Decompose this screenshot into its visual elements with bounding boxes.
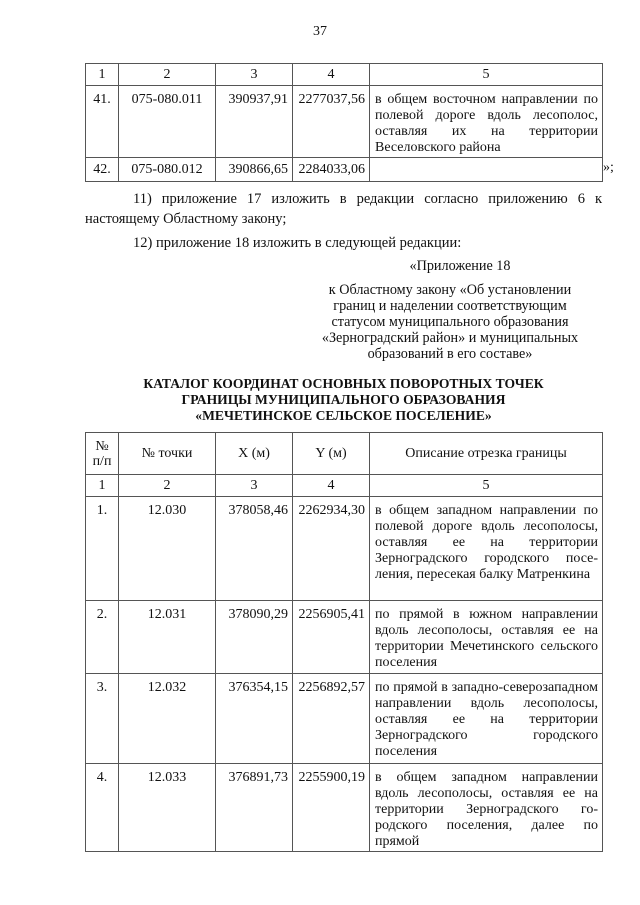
row-index: 3. <box>86 674 119 764</box>
segment-description: в общем западном направлении по полевой дороге вдоль лесополосы, оставляя ее на территории Зерноградского городского поселения, пересекая балку Матренкина <box>370 497 603 601</box>
y-coordinate: 2277037,56 <box>293 86 370 158</box>
row-index: 1. <box>86 497 119 601</box>
point-number: 075-080.011 <box>119 86 216 158</box>
y-coordinate: 2262934,30 <box>293 497 370 601</box>
y-coordinate: 2284033,06 <box>293 158 370 182</box>
y-coordinate: 2255900,19 <box>293 764 370 852</box>
row-index: 2. <box>86 601 119 674</box>
x-coordinate: 390937,91 <box>216 86 293 158</box>
coordinates-table <box>85 432 603 852</box>
table-row <box>86 497 603 601</box>
row-index: 42. <box>86 158 119 182</box>
col-number: 3 <box>216 475 293 497</box>
x-coordinate: 378090,29 <box>216 601 293 674</box>
header-point: № точки <box>119 433 216 475</box>
table-number-row <box>86 64 603 86</box>
closing-quote: »; <box>603 160 614 175</box>
paragraph-11: 11) приложение 17 изложить в редакции согласно приложению 6 к настоящему Областному закону; <box>85 191 602 227</box>
header-description: Описание отрезка границы <box>370 433 603 475</box>
point-number: 12.033 <box>119 764 216 852</box>
catalog-title <box>85 376 602 424</box>
col-number: 5 <box>370 475 603 497</box>
appendix-line: образований в его составе» <box>367 346 533 362</box>
point-number: 12.032 <box>119 674 216 764</box>
table-number-row <box>86 475 603 497</box>
paragraph-12: 12) приложение 18 изложить в следующей редакции: <box>133 235 462 251</box>
row-index: 41. <box>86 86 119 158</box>
segment-description: по прямой в западно-северозападном направлении вдоль лесополосы, оставляя ее на территории Зерноградского городского поселения <box>370 674 603 764</box>
row-index: 4. <box>86 764 119 852</box>
point-number: 12.031 <box>119 601 216 674</box>
table-row <box>86 674 603 764</box>
point-number: 12.030 <box>119 497 216 601</box>
catalog-title-line: КАТАЛОГ КООРДИНАТ ОСНОВНЫХ ПОВОРОТНЫХ ТОЧЕК <box>143 376 544 391</box>
x-coordinate: 390866,65 <box>216 158 293 182</box>
header-y: Y (м) <box>293 433 370 475</box>
segment-description <box>370 158 603 182</box>
x-coordinate: 376354,15 <box>216 674 293 764</box>
col-number: 4 <box>293 64 370 86</box>
col-number: 1 <box>86 475 119 497</box>
appendix-line: границ и наделении соответствующим <box>333 298 567 314</box>
page-number: 37 <box>313 24 327 39</box>
col-number: 3 <box>216 64 293 86</box>
header-pp: п/п <box>92 453 112 469</box>
table-row <box>86 601 603 674</box>
header-number-sign: № <box>95 438 109 454</box>
col-number: 5 <box>370 64 603 86</box>
y-coordinate: 2256905,41 <box>293 601 370 674</box>
appendix-line: статусом муниципального образования <box>331 314 569 330</box>
appendix-header <box>300 258 600 362</box>
col-number: 2 <box>119 475 216 497</box>
previous-table <box>85 63 603 182</box>
segment-description: в общем восточном направлении по полевой дороге вдоль лесополос, оставляя их на территории Веселовского района <box>370 86 603 158</box>
segment-description: в общем западном направлении вдоль лесополосы, оставляя ее на территории Зерноградского городского поселения, далее по прямой <box>370 764 603 852</box>
col-number: 2 <box>119 64 216 86</box>
appendix-line: к Областному закону «Об установлении <box>328 282 572 298</box>
x-coordinate: 376891,73 <box>216 764 293 852</box>
x-coordinate: 378058,46 <box>216 497 293 601</box>
table-row <box>86 158 603 182</box>
col-number: 4 <box>293 475 370 497</box>
appendix-title: «Приложение 18 <box>409 258 511 274</box>
col-number: 1 <box>86 64 119 86</box>
y-coordinate: 2256892,57 <box>293 674 370 764</box>
appendix-line: «Зерноградский район» и муниципальных <box>321 330 579 346</box>
table-header-row <box>86 433 603 475</box>
point-number: 075-080.012 <box>119 158 216 182</box>
header-x: X (м) <box>216 433 293 475</box>
header-row-index <box>86 433 119 475</box>
table-row <box>86 764 603 852</box>
catalog-title-line: «МЕЧЕТИНСКОЕ СЕЛЬСКОЕ ПОСЕЛЕНИЕ» <box>195 408 492 423</box>
table-row <box>86 86 603 158</box>
catalog-title-line: ГРАНИЦЫ МУНИЦИПАЛЬНОГО ОБРАЗОВАНИЯ <box>181 392 506 407</box>
segment-description: по прямой в южном направлении вдоль лесополосы, оставляя ее на территории Мечетинского сельского поселения <box>370 601 603 674</box>
